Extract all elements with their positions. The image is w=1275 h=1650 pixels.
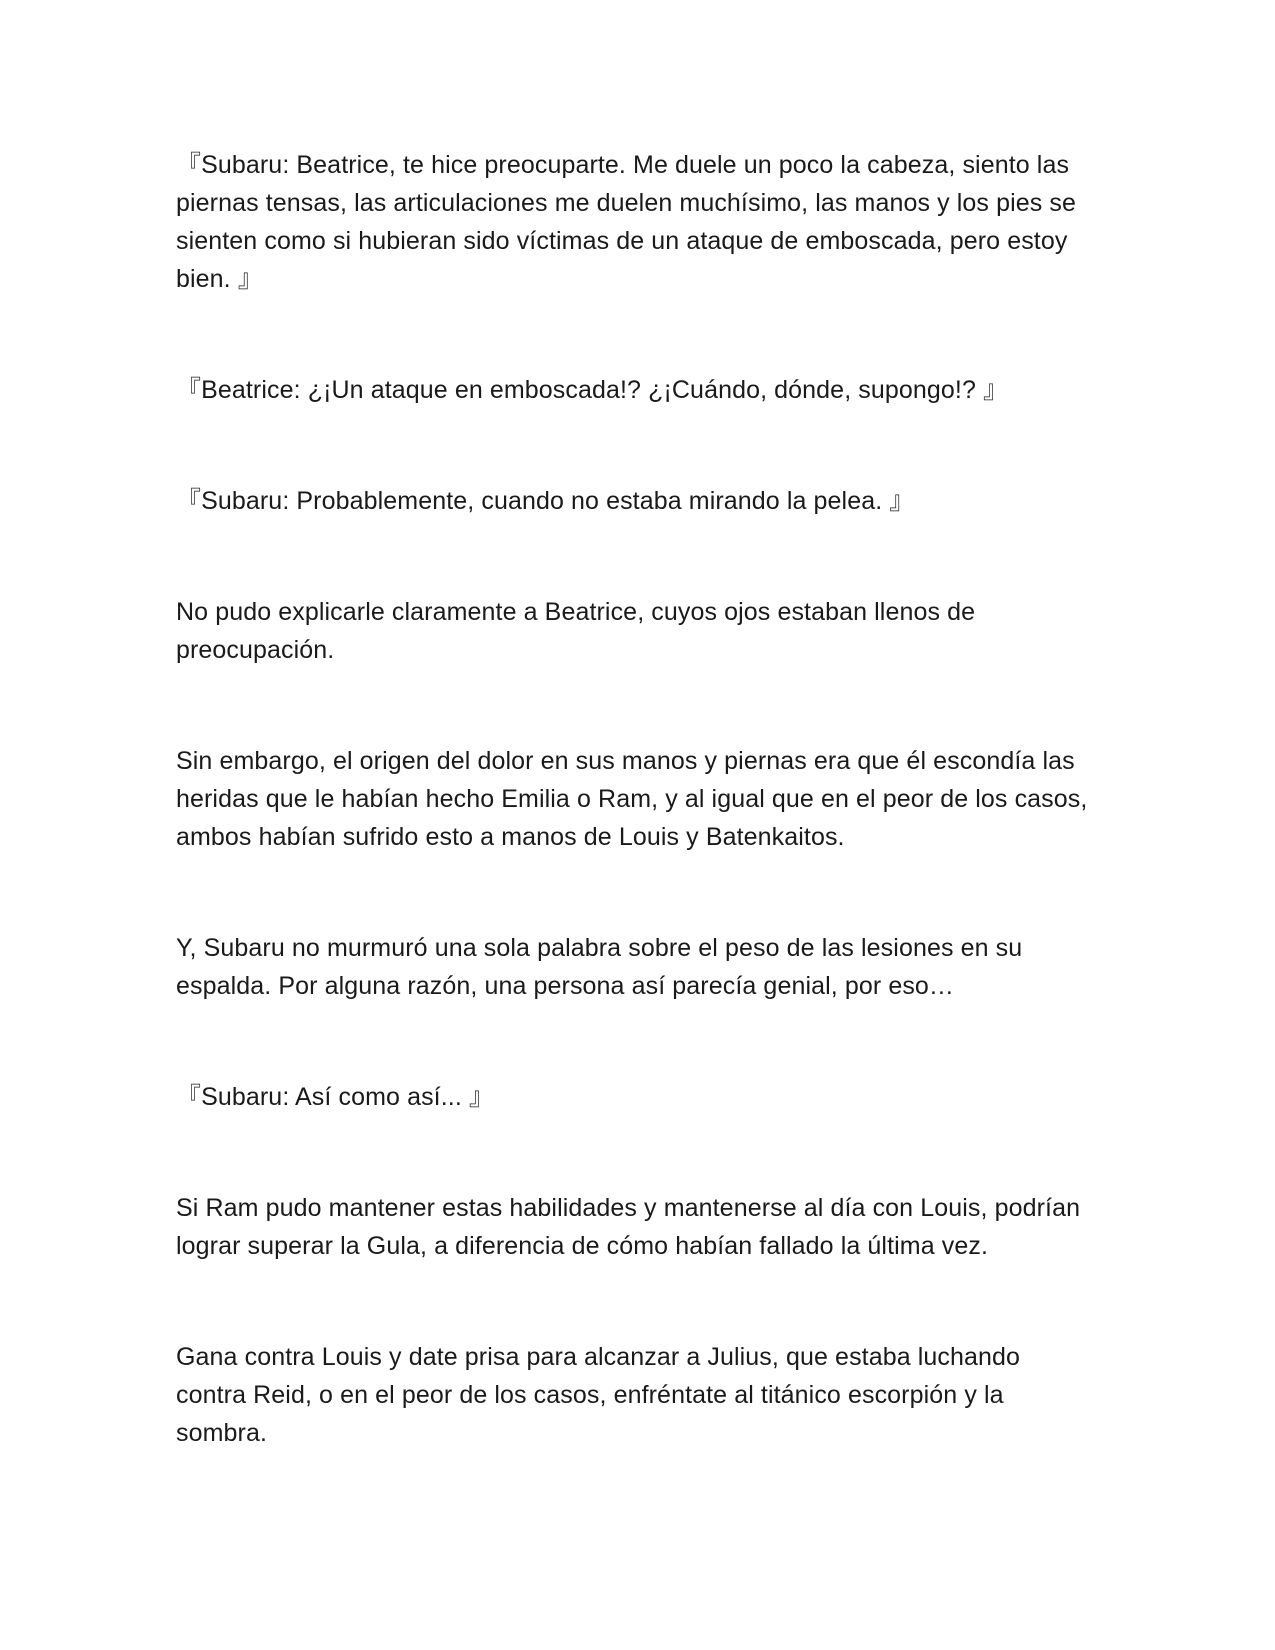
document-body: [176, 146, 1096, 1452]
paragraph-2: 『Beatrice: ¿¡Un ataque en emboscada!? ¿¡Cuándo, dónde, supongo!? 』: [176, 376, 1009, 404]
paragraph-5: Sin embargo, el origen del dolor en sus manos y piernas era que él escondía las heridas que le habían hecho Emilia o Ram, y al igual que en el peor de los casos, ambos habían sufrido esto a manos de Louis y Batenkaitos.: [176, 747, 1088, 851]
paragraph-1: 『Subaru: Beatrice, te hice preocuparte. Me duele un poco la cabeza, siento las piernas tensas, las articulaciones me duelen muchísimo, las manos y los pies se sienten como si hubieran sido víctimas de un ataque de emboscada, pero estoy bien. 』: [176, 151, 1076, 293]
paragraph-4: No pudo explicarle claramente a Beatrice, cuyos ojos estaban llenos de preocupación.: [176, 598, 976, 664]
paragraph-7: 『Subaru: Así como así... 』: [176, 1083, 495, 1111]
paragraph-9: Gana contra Louis y date prisa para alcanzar a Julius, que estaba luchando contra Reid, o en el peor de los casos, enfréntate al titánico escorpión y la sombra.: [176, 1343, 1021, 1447]
paragraph-6: Y, Subaru no murmuró una sola palabra sobre el peso de las lesiones en su espalda. Por alguna razón, una persona así parecía genial, por eso…: [176, 934, 1023, 1000]
paragraph-3: 『Subaru: Probablemente, cuando no estaba mirando la pelea. 』: [176, 487, 915, 515]
paragraph-8: Si Ram pudo mantener estas habilidades y mantenerse al día con Louis, podrían lograr superar la Gula, a diferencia de cómo habían fallado la última vez.: [176, 1194, 1081, 1260]
